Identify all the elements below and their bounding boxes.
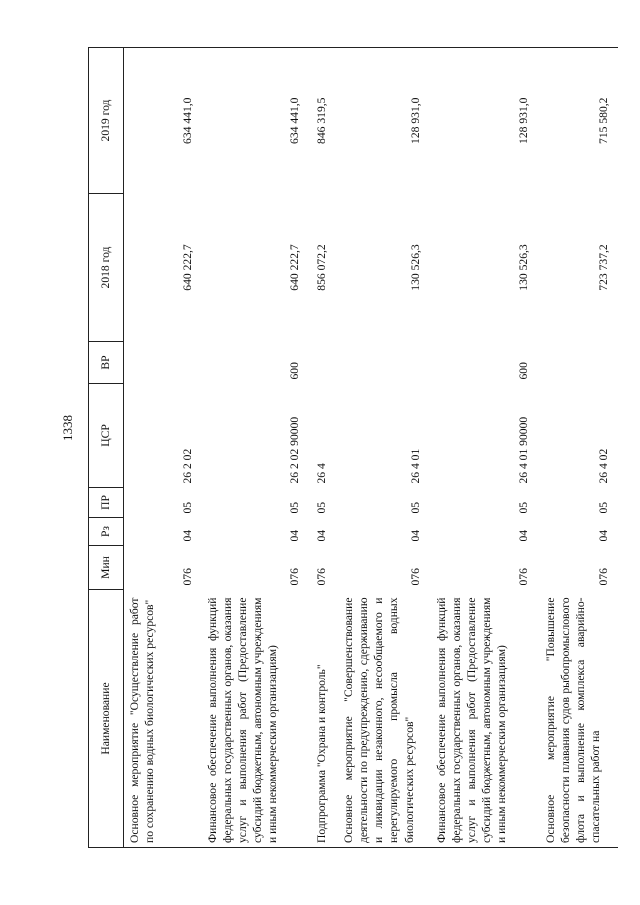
table-row: [124, 48, 203, 848]
row-vr: 600: [517, 362, 531, 380]
row-2019: 715 580,2: [540, 48, 618, 194]
table-header-row: [89, 48, 124, 848]
row-min: 076: [409, 568, 423, 586]
row-name: Подпрограмма "Охрана и контроль": [311, 590, 338, 848]
row-vr: 600: [288, 362, 302, 380]
row-rz: 04: [314, 529, 328, 542]
row-vr: [124, 342, 203, 384]
row-pr: 05: [314, 501, 328, 514]
table-row: [431, 48, 540, 848]
row-vr: [311, 342, 338, 384]
row-vr: [338, 342, 431, 384]
row-min: 076: [288, 568, 302, 586]
header-vr: ВР: [89, 342, 124, 384]
header-2018: 2018 год: [89, 194, 124, 342]
header-pr: ПР: [89, 488, 124, 518]
row-2018: 640 222,7: [288, 244, 302, 291]
row-2019: 128 931,0: [338, 48, 431, 194]
row-2019: 634 441,0: [202, 48, 311, 194]
row-2018: 640 222,7: [181, 244, 194, 291]
row-rz: 04: [409, 529, 423, 542]
row-name: Основное мероприятие "Совершенствование деятельности по предупреждению, сдерживанию и ликвидации незаконного, несообщаемого и нерегулируемого промысла водных биологических ресурсов": [338, 590, 431, 848]
row-2018: 130 526,3: [517, 244, 531, 291]
row-pr: 05: [288, 501, 302, 514]
row-pr: 05: [517, 501, 531, 514]
header-rz: Рз: [89, 518, 124, 546]
row-csr: 26 4: [314, 463, 328, 484]
row-min: 076: [517, 568, 531, 586]
row-2018: 723 737,2: [596, 244, 610, 291]
row-vr: [540, 342, 618, 384]
table-row: [311, 48, 338, 848]
row-csr: 26 4 02: [596, 448, 610, 484]
row-2018: 130 526,3: [409, 244, 423, 291]
row-2019: 846 319,5: [311, 48, 338, 194]
page-number: 1338: [60, 415, 75, 441]
table-row: [540, 48, 618, 848]
row-2019: 634 441,0: [124, 48, 203, 194]
table-row: [338, 48, 431, 848]
row-2018: 856 072,2: [314, 244, 328, 291]
row-pr: 05: [596, 501, 610, 514]
row-rz: 04: [288, 529, 302, 542]
budget-table: [88, 47, 618, 848]
row-2019: 128 931,0: [431, 48, 540, 194]
row-csr: 26 2 02 90000: [288, 416, 302, 484]
row-pr: 05: [409, 501, 423, 514]
row-name: Основное мероприятие "Повышение безопасности плавания судов рыбопромыслового флота и выполнение комплекса аварийно-спасательных работ на: [540, 590, 618, 848]
row-min: 076: [314, 568, 328, 586]
row-csr: 26 4 01: [409, 448, 423, 484]
header-2019: 2019 год: [89, 48, 124, 194]
row-min: 076: [596, 568, 610, 586]
row-name: Основное мероприятие "Осуществление работ по сохранению водных биологических ресурсов": [124, 590, 203, 848]
row-name: Финансовое обеспечение выполнения функций федеральных государственных органов, оказания услуг и выполнения работ (Предоставление субсидий бюджетным, автономным учреждениям и иным некоммерческим организациям): [431, 590, 540, 848]
budget-table-container: [88, 48, 618, 848]
header-min: Мин: [89, 546, 124, 590]
header-name: Наименование: [89, 590, 124, 848]
row-name: Финансовое обеспечение выполнения функций федеральных государственных органов, оказания услуг и выполнения работ (Предоставление субсидий бюджетным, автономным учреждениям и иным некоммерческим организациям): [202, 590, 311, 848]
row-pr: 05: [181, 501, 194, 514]
row-csr: 26 2 02: [181, 448, 194, 484]
row-csr: 26 4 01 90000: [517, 416, 531, 484]
header-csr: ЦСР: [89, 384, 124, 488]
row-rz: 04: [181, 529, 194, 542]
row-rz: 04: [596, 529, 610, 542]
table-row: [202, 48, 311, 848]
row-rz: 04: [517, 529, 531, 542]
row-min: 076: [181, 568, 194, 586]
